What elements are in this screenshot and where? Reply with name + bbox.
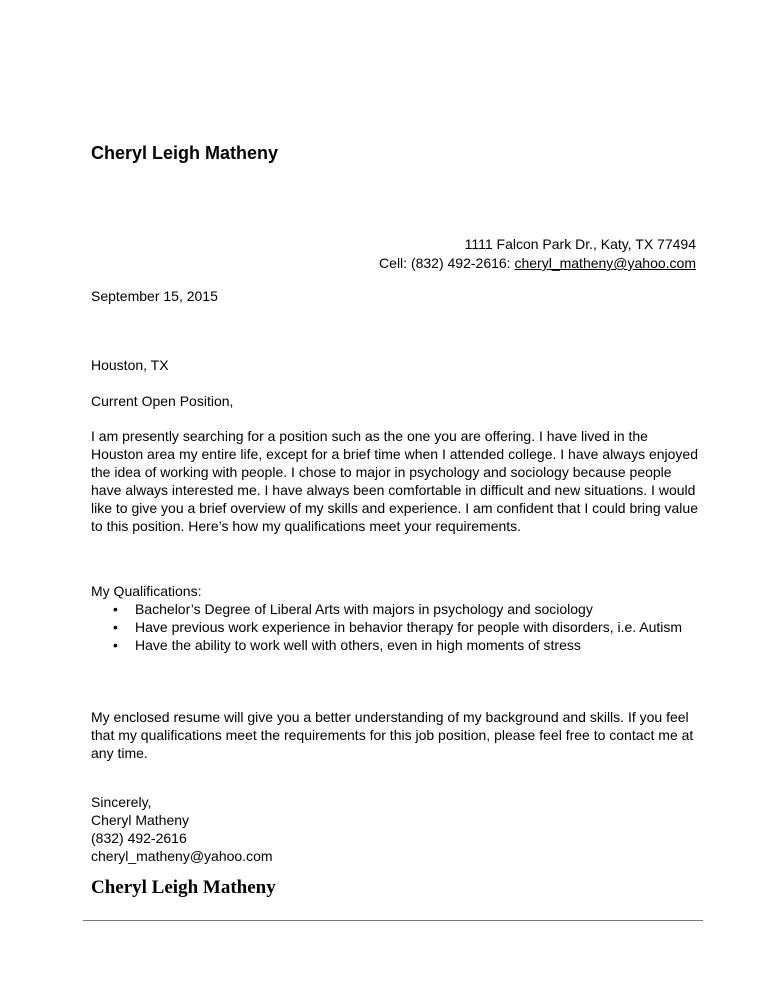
bullet-icon: • — [113, 637, 118, 653]
list-item — [91, 636, 701, 654]
cell-phone: Cell: (832) 492-2616: — [379, 255, 515, 271]
qualifications-title: My Qualifications: — [91, 583, 202, 599]
header-name: Cheryl Leigh Matheny — [91, 143, 279, 163]
signoff-name: Cheryl Matheny — [91, 812, 190, 828]
list-item — [91, 618, 701, 636]
list-item — [91, 600, 701, 618]
qualification-text: Have previous work experience in behavior therapy for people with disorders, i.e. Autism — [135, 619, 683, 635]
qualification-text: Have the ability to work well with others, even in high moments of stress — [135, 637, 581, 653]
closing-paragraph: My enclosed resume will give you a better understanding of my background and skills. If you feel that my qualifications meet the requirements for this job position, please feel free to contact me at any time. — [91, 709, 694, 761]
bullet-icon: • — [113, 619, 118, 635]
qualifications-list — [91, 600, 701, 654]
street-address: 1111 Falcon Park Dr., Katy, TX 77494 — [464, 236, 696, 252]
signature: Cheryl Leigh Matheny — [91, 877, 276, 898]
signoff-phone: (832) 492-2616 — [91, 830, 187, 846]
bullet-icon: • — [113, 601, 118, 617]
footer-divider — [83, 920, 703, 921]
qualification-text: Bachelor’s Degree of Liberal Arts with majors in psychology and sociology — [135, 601, 593, 617]
signoff-block — [91, 793, 273, 865]
valediction: Sincerely, — [91, 794, 152, 810]
letter-date: September 15, 2015 — [91, 288, 218, 304]
contact-line — [379, 254, 696, 273]
recipient-city: Houston, TX — [91, 357, 169, 373]
email-link[interactable]: cheryl_matheny@yahoo.com — [514, 255, 696, 271]
body-paragraph: I am presently searching for a position such as the one you are offering. I have lived in the Houston area my entire life, except for a brief time when I attended college. I have always enjoyed the idea of working with people. I chose to major in psychology and sociology because people have always interested me. I have always been comfortable in difficult and new situations. I would like to give you a brief overview of my skills and experience. I am confident that I could bring value to this position. Here’s how my qualifications meet your requirements. — [91, 428, 699, 534]
address-block — [379, 235, 696, 273]
signoff-email: cheryl_matheny@yahoo.com — [91, 848, 273, 864]
greeting: Current Open Position, — [91, 393, 234, 409]
